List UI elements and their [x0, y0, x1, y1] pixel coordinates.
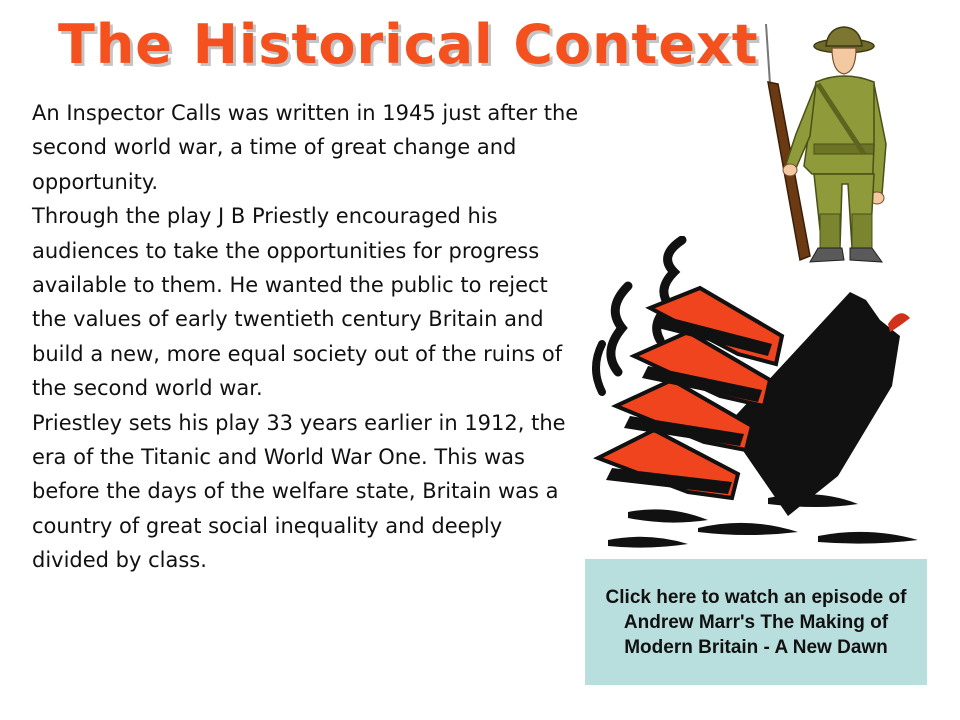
titanic-image: [588, 236, 933, 556]
watch-video-link[interactable]: [585, 559, 927, 685]
body-text: [32, 96, 584, 578]
slide-title: The Historical Context: [58, 13, 759, 76]
paragraph-3: Priestley sets his play 33 years earlier in 1912, the era of the Titanic and World War One. This was before the days of the welfare state, Britain was a country of great social inequality and deeply divided by class.: [32, 410, 566, 573]
watch-video-label: Click here to watch an episode of Andrew Marr's The Making of Modern Britain - A New Dawn: [605, 586, 907, 658]
paragraph-2: Through the play J B Priestly encouraged his audiences to take the opportunities for progress available to them. He wanted the public to reject the values of early twentieth century Britain and build a new, more equal society out of the ruins of the second world war.: [32, 204, 563, 401]
paragraph-1: An Inspector Calls was written in 1945 just after the second world war, a time of great change and opportunity.: [32, 101, 579, 194]
